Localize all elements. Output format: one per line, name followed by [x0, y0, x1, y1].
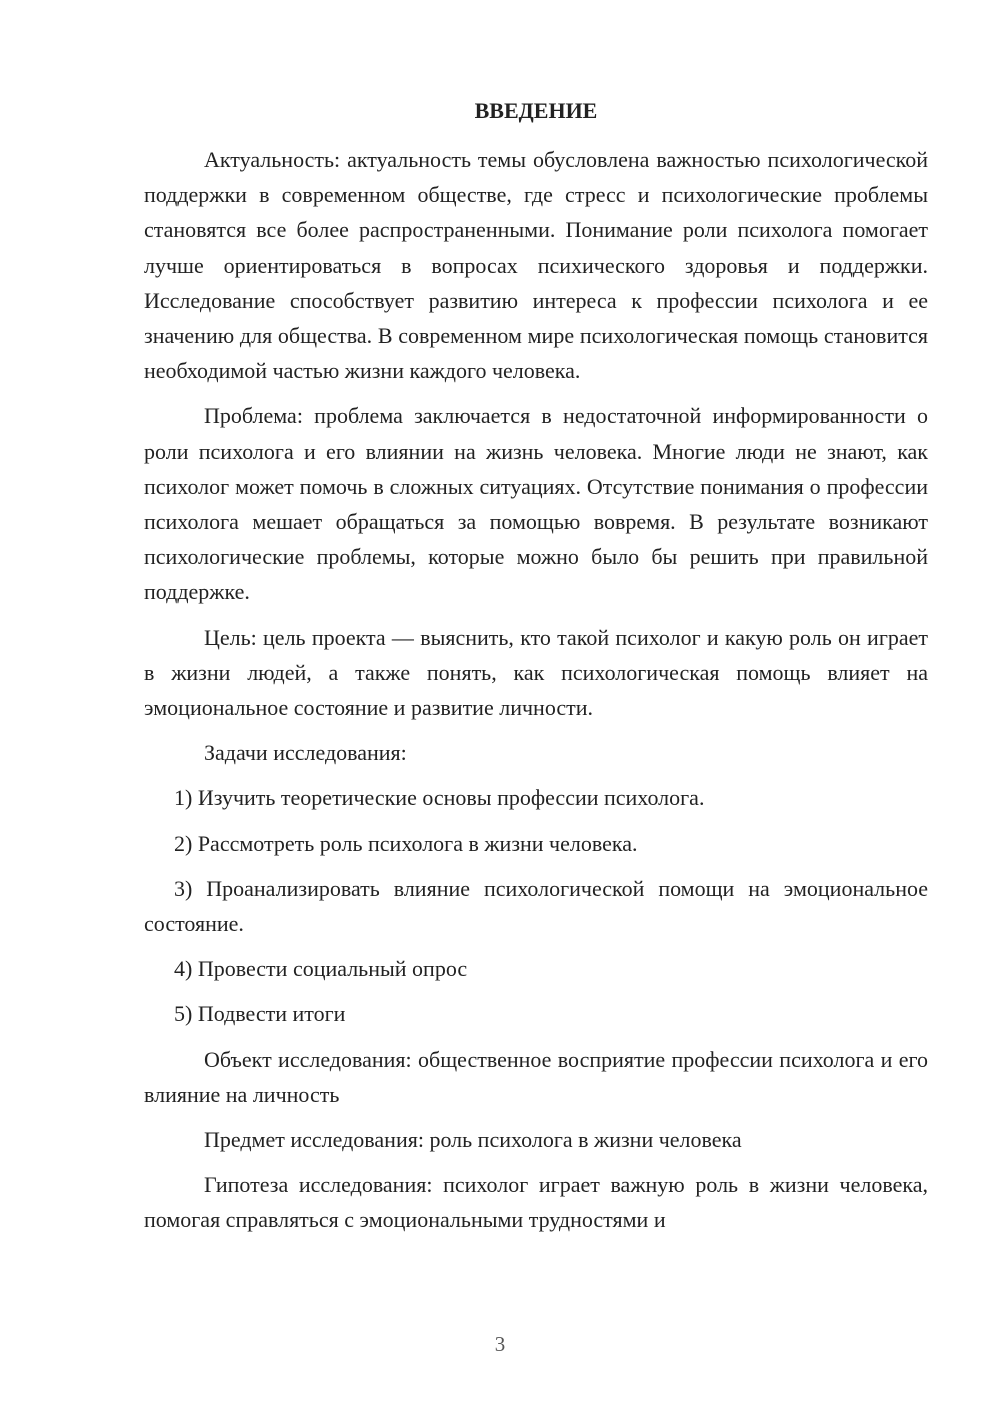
goal-paragraph: Цель: цель проекта — выяснить, кто такой психолог и какую роль он играет в жизни людей, а также понять, как психологическая помощь влияет на эмоциональное состояние и развитие личности.	[144, 624, 928, 721]
task-item-3: 3) Проанализировать влияние психологической помощи на эмоциональное состояние.	[144, 875, 928, 937]
hypothesis-paragraph: Гипотеза исследования: психолог играет важную роль в жизни человека, помогая справляться с эмоциональными трудностями и	[144, 1172, 928, 1233]
page-title: ВВЕДЕНИЕ	[474, 98, 598, 123]
task-item-1: 1) Изучить теоретические основы профессии психолога.	[174, 785, 705, 811]
subject-paragraph: Предмет исследования: роль психолога в жизни человека	[204, 1127, 742, 1153]
task-item-4: 4) Провести социальный опрос	[174, 956, 468, 982]
task-item-2: 2) Рассмотреть роль психолога в жизни человека.	[174, 830, 638, 856]
tasks-heading: Задачи исследования:	[204, 740, 407, 766]
problem-paragraph: Проблема: проблема заключается в недостаточной информированности о роли психолога и его влиянии на жизнь человека. Многие люди не знают, как психолог может помочь в сложных ситуациях. Отсутствие понимания о профессии психолога мешает обращаться за помощью вовремя. В результате возникают психологические проблемы, которые можно было бы решить при правильной поддержке.	[144, 403, 928, 605]
page-number: 3	[494, 1332, 506, 1356]
document-page	[144, 94, 928, 1248]
object-paragraph: Объект исследования: общественное восприятие профессии психолога и его влияние на личность	[144, 1046, 928, 1107]
task-item-5: 5) Подвести итоги	[174, 1001, 346, 1027]
relevance-paragraph: Актуальность: актуальность темы обусловлена важностью психологической поддержки в современном обществе, где стресс и психологические проблемы становятся все более распространенными. Понимание роли психолога помогает лучше ориентироваться в вопросах психического здоровья и поддержки. Исследование способствует развитию интереса к профессии психолога и ее значению для общества. В современном мире психологическая помощь становится необходимой частью жизни каждого человека.	[144, 147, 928, 384]
